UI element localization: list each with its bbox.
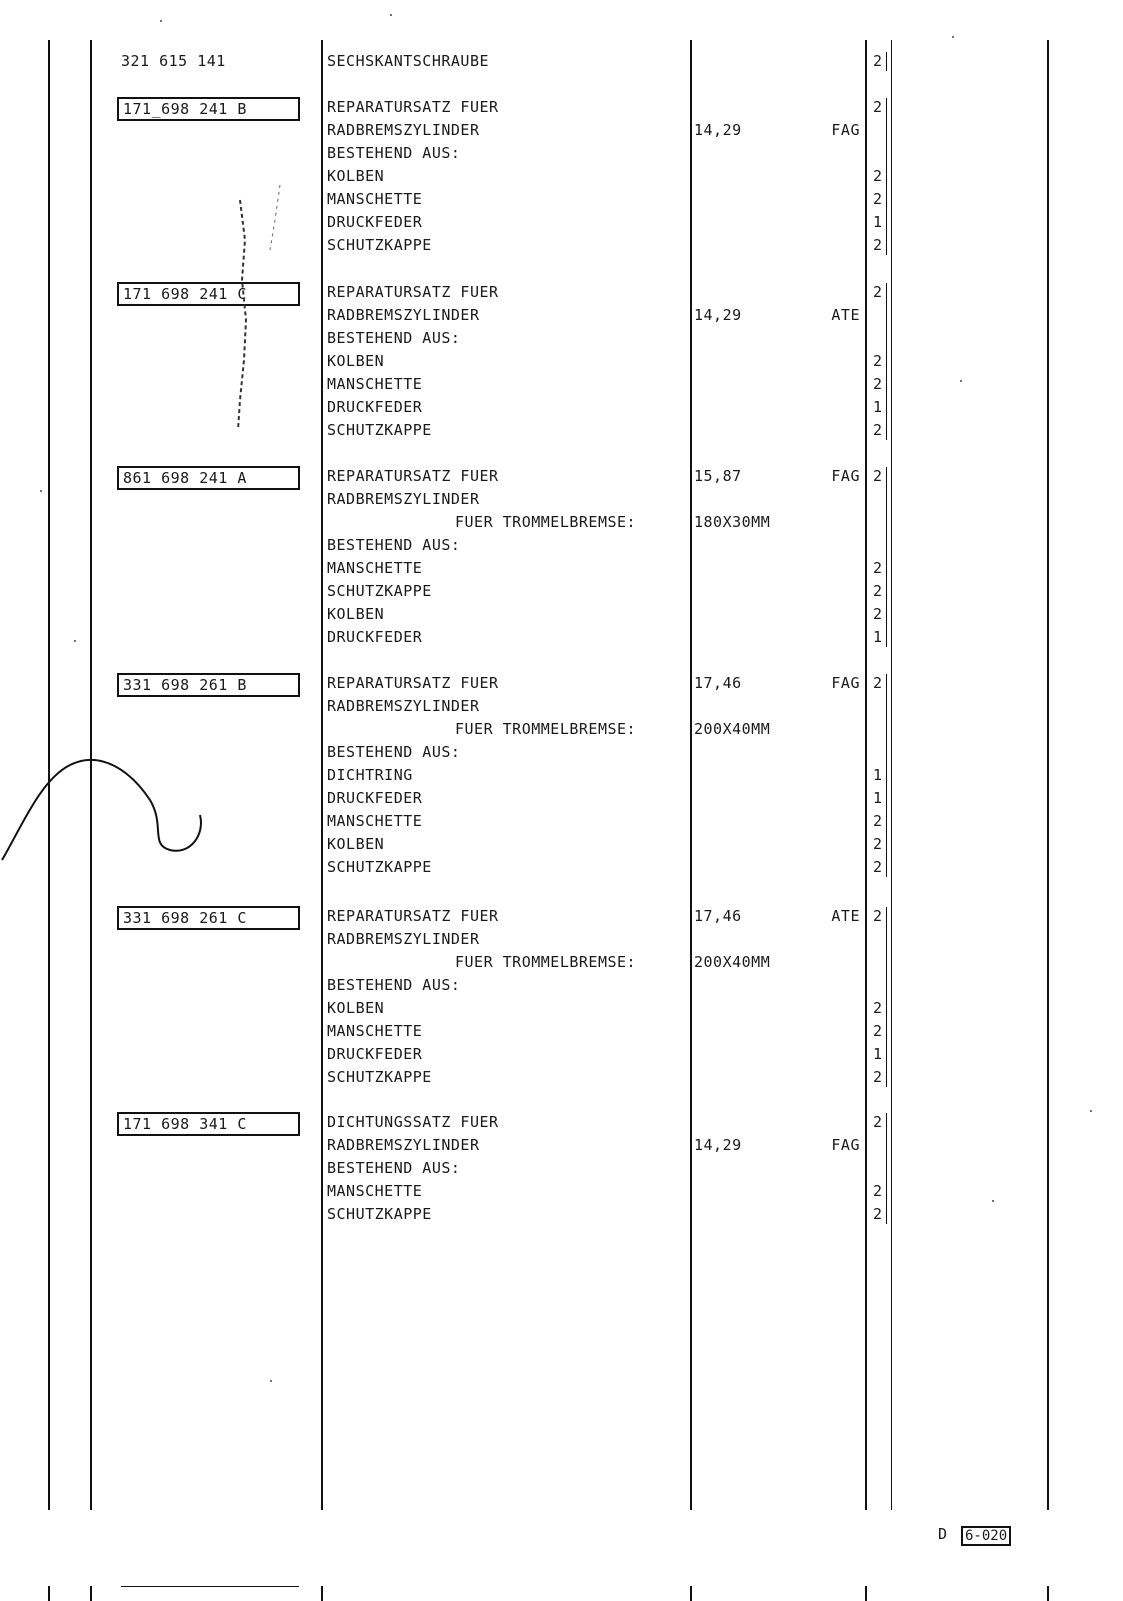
- description-line: REPARATURSATZ FUER: [327, 674, 499, 692]
- quantity: 1: [873, 398, 883, 416]
- quantity: 2: [873, 835, 883, 853]
- quantity-bracket: [886, 467, 887, 647]
- description-line: KOLBEN: [327, 605, 385, 623]
- footer-prefix: D: [938, 1525, 948, 1543]
- description-line: MANSCHETTE: [327, 812, 423, 830]
- description-line: SCHUTZKAPPE: [327, 582, 432, 600]
- description-line: MANSCHETTE: [327, 190, 423, 208]
- price: 14,29: [694, 1136, 742, 1154]
- quantity-bracket: [886, 1113, 887, 1224]
- description-line: SECHSKANTSCHRAUBE: [327, 52, 490, 70]
- column-rule-right: [1047, 40, 1049, 1510]
- description-line: DRUCKFEDER: [327, 398, 423, 416]
- quantity: 2: [873, 559, 883, 577]
- description-line: BESTEHEND AUS:: [327, 743, 461, 761]
- price: 14,29: [694, 121, 742, 139]
- description-line: REPARATURSATZ FUER: [327, 907, 499, 925]
- part-number: 171 698 341 C: [117, 1112, 300, 1136]
- description-line: DICHTRING: [327, 766, 413, 784]
- quantity: 2: [873, 375, 883, 393]
- part-number: 331 698 261 C: [117, 906, 300, 930]
- description-line: BESTEHEND AUS:: [327, 536, 461, 554]
- description-line: MANSCHETTE: [327, 1022, 423, 1040]
- quantity: 2: [873, 1022, 883, 1040]
- drum-size: 180X30MM: [694, 513, 771, 531]
- part-number: 321 615 141: [121, 52, 226, 70]
- price: 15,87: [694, 467, 742, 485]
- manufacturer: FAG: [831, 121, 860, 139]
- description-line: SCHUTZKAPPE: [327, 1205, 432, 1223]
- description-line: REPARATURSATZ FUER: [327, 283, 499, 301]
- quantity: 2: [873, 421, 883, 439]
- scan-speck: [992, 1200, 994, 1202]
- description-line: REPARATURSATZ FUER: [327, 467, 499, 485]
- description-line: SCHUTZKAPPE: [327, 1068, 432, 1086]
- description-line: DRUCKFEDER: [327, 628, 423, 646]
- part-number: 331 698 261 B: [117, 673, 300, 697]
- description-line: MANSCHETTE: [327, 1182, 423, 1200]
- column-rule-price: [690, 40, 692, 1510]
- manufacturer: FAG: [831, 674, 860, 692]
- quantity: 2: [873, 236, 883, 254]
- quantity-bracket: [886, 283, 887, 440]
- description-line: REPARATURSATZ FUER: [327, 98, 499, 116]
- description-line: SCHUTZKAPPE: [327, 858, 432, 876]
- column-rule-description: [321, 40, 323, 1510]
- description-line: RADBREMSZYLINDER: [327, 490, 480, 508]
- description-line: MANSCHETTE: [327, 559, 423, 577]
- pencil-scribble: [0, 740, 260, 880]
- manufacturer: FAG: [831, 467, 860, 485]
- description-line: RADBREMSZYLINDER: [327, 697, 480, 715]
- description-line: DRUCKFEDER: [327, 789, 423, 807]
- scan-speck: [270, 1380, 272, 1382]
- quantity: 1: [873, 789, 883, 807]
- quantity: 2: [873, 605, 883, 623]
- scan-speck: [74, 640, 76, 642]
- quantity: 2: [873, 1113, 883, 1131]
- description-line: KOLBEN: [327, 835, 385, 853]
- next-page-rule-right: [1047, 1586, 1049, 1601]
- drum-size: 200X40MM: [694, 953, 771, 971]
- quantity: 2: [873, 52, 883, 70]
- fitment-label: FUER TROMMELBREMSE:: [455, 720, 637, 738]
- fitment-label: FUER TROMMELBREMSE:: [455, 513, 637, 531]
- quantity-bracket: [886, 98, 887, 255]
- next-page-box-top: [121, 1586, 299, 1587]
- scan-speck: [952, 36, 954, 38]
- next-page-rule-maker: [865, 1586, 867, 1601]
- scan-speck: [960, 380, 962, 382]
- quantity-bracket: [886, 52, 887, 71]
- quantity: 1: [873, 213, 883, 231]
- quantity: 2: [873, 1182, 883, 1200]
- description-line: BESTEHEND AUS:: [327, 1159, 461, 1177]
- description-line: SCHUTZKAPPE: [327, 236, 432, 254]
- quantity: 2: [873, 283, 883, 301]
- quantity-bracket: [886, 907, 887, 1087]
- quantity: 1: [873, 628, 883, 646]
- quantity: 2: [873, 582, 883, 600]
- scan-speck: [1090, 1110, 1092, 1112]
- next-page-rule-price: [690, 1586, 692, 1601]
- price: 14,29: [694, 306, 742, 324]
- quantity-bracket: [886, 674, 887, 877]
- quantity: 2: [873, 858, 883, 876]
- scan-speck: [390, 14, 392, 16]
- description-line: BESTEHEND AUS:: [327, 329, 461, 347]
- quantity: 2: [873, 907, 883, 925]
- quantity: 2: [873, 674, 883, 692]
- next-page-rule-left-outer: [48, 1586, 50, 1601]
- quantity: 2: [873, 167, 883, 185]
- description-line: RADBREMSZYLINDER: [327, 1136, 480, 1154]
- quantity: 2: [873, 467, 883, 485]
- description-line: RADBREMSZYLINDER: [327, 121, 480, 139]
- quantity: 2: [873, 1205, 883, 1223]
- quantity: 1: [873, 1045, 883, 1063]
- description-line: RADBREMSZYLINDER: [327, 306, 480, 324]
- column-rule-maker: [865, 40, 867, 1510]
- scan-speck: [40, 490, 42, 492]
- quantity: 2: [873, 190, 883, 208]
- price: 17,46: [694, 674, 742, 692]
- quantity: 1: [873, 766, 883, 784]
- quantity: 2: [873, 812, 883, 830]
- description-line: BESTEHEND AUS:: [327, 976, 461, 994]
- description-line: BESTEHEND AUS:: [327, 144, 461, 162]
- manufacturer: ATE: [831, 907, 860, 925]
- quantity: 2: [873, 1068, 883, 1086]
- description-line: DRUCKFEDER: [327, 1045, 423, 1063]
- quantity: 2: [873, 352, 883, 370]
- next-page-rule-description: [321, 1586, 323, 1601]
- quantity: 2: [873, 999, 883, 1017]
- manufacturer: FAG: [831, 1136, 860, 1154]
- scan-smudge-mark: [220, 180, 290, 440]
- description-line: KOLBEN: [327, 999, 385, 1017]
- price: 17,46: [694, 907, 742, 925]
- description-line: MANSCHETTE: [327, 375, 423, 393]
- next-page-rule-left: [90, 1586, 92, 1601]
- drum-size: 200X40MM: [694, 720, 771, 738]
- fitment-label: FUER TROMMELBREMSE:: [455, 953, 637, 971]
- quantity: 2: [873, 98, 883, 116]
- scan-speck: [160, 20, 162, 22]
- description-line: DRUCKFEDER: [327, 213, 423, 231]
- description-line: DICHTUNGSSATZ FUER: [327, 1113, 499, 1131]
- manufacturer: ATE: [831, 306, 860, 324]
- description-line: RADBREMSZYLINDER: [327, 930, 480, 948]
- footer-page-code: 6-020: [961, 1526, 1011, 1546]
- description-line: KOLBEN: [327, 167, 385, 185]
- column-rule-qty: [891, 40, 892, 1510]
- part-number: 171_698 241 B: [117, 97, 300, 121]
- description-line: KOLBEN: [327, 352, 385, 370]
- description-line: SCHUTZKAPPE: [327, 421, 432, 439]
- part-number: 861 698 241 A: [117, 466, 300, 490]
- part-number: 171 698 241 C: [117, 282, 300, 306]
